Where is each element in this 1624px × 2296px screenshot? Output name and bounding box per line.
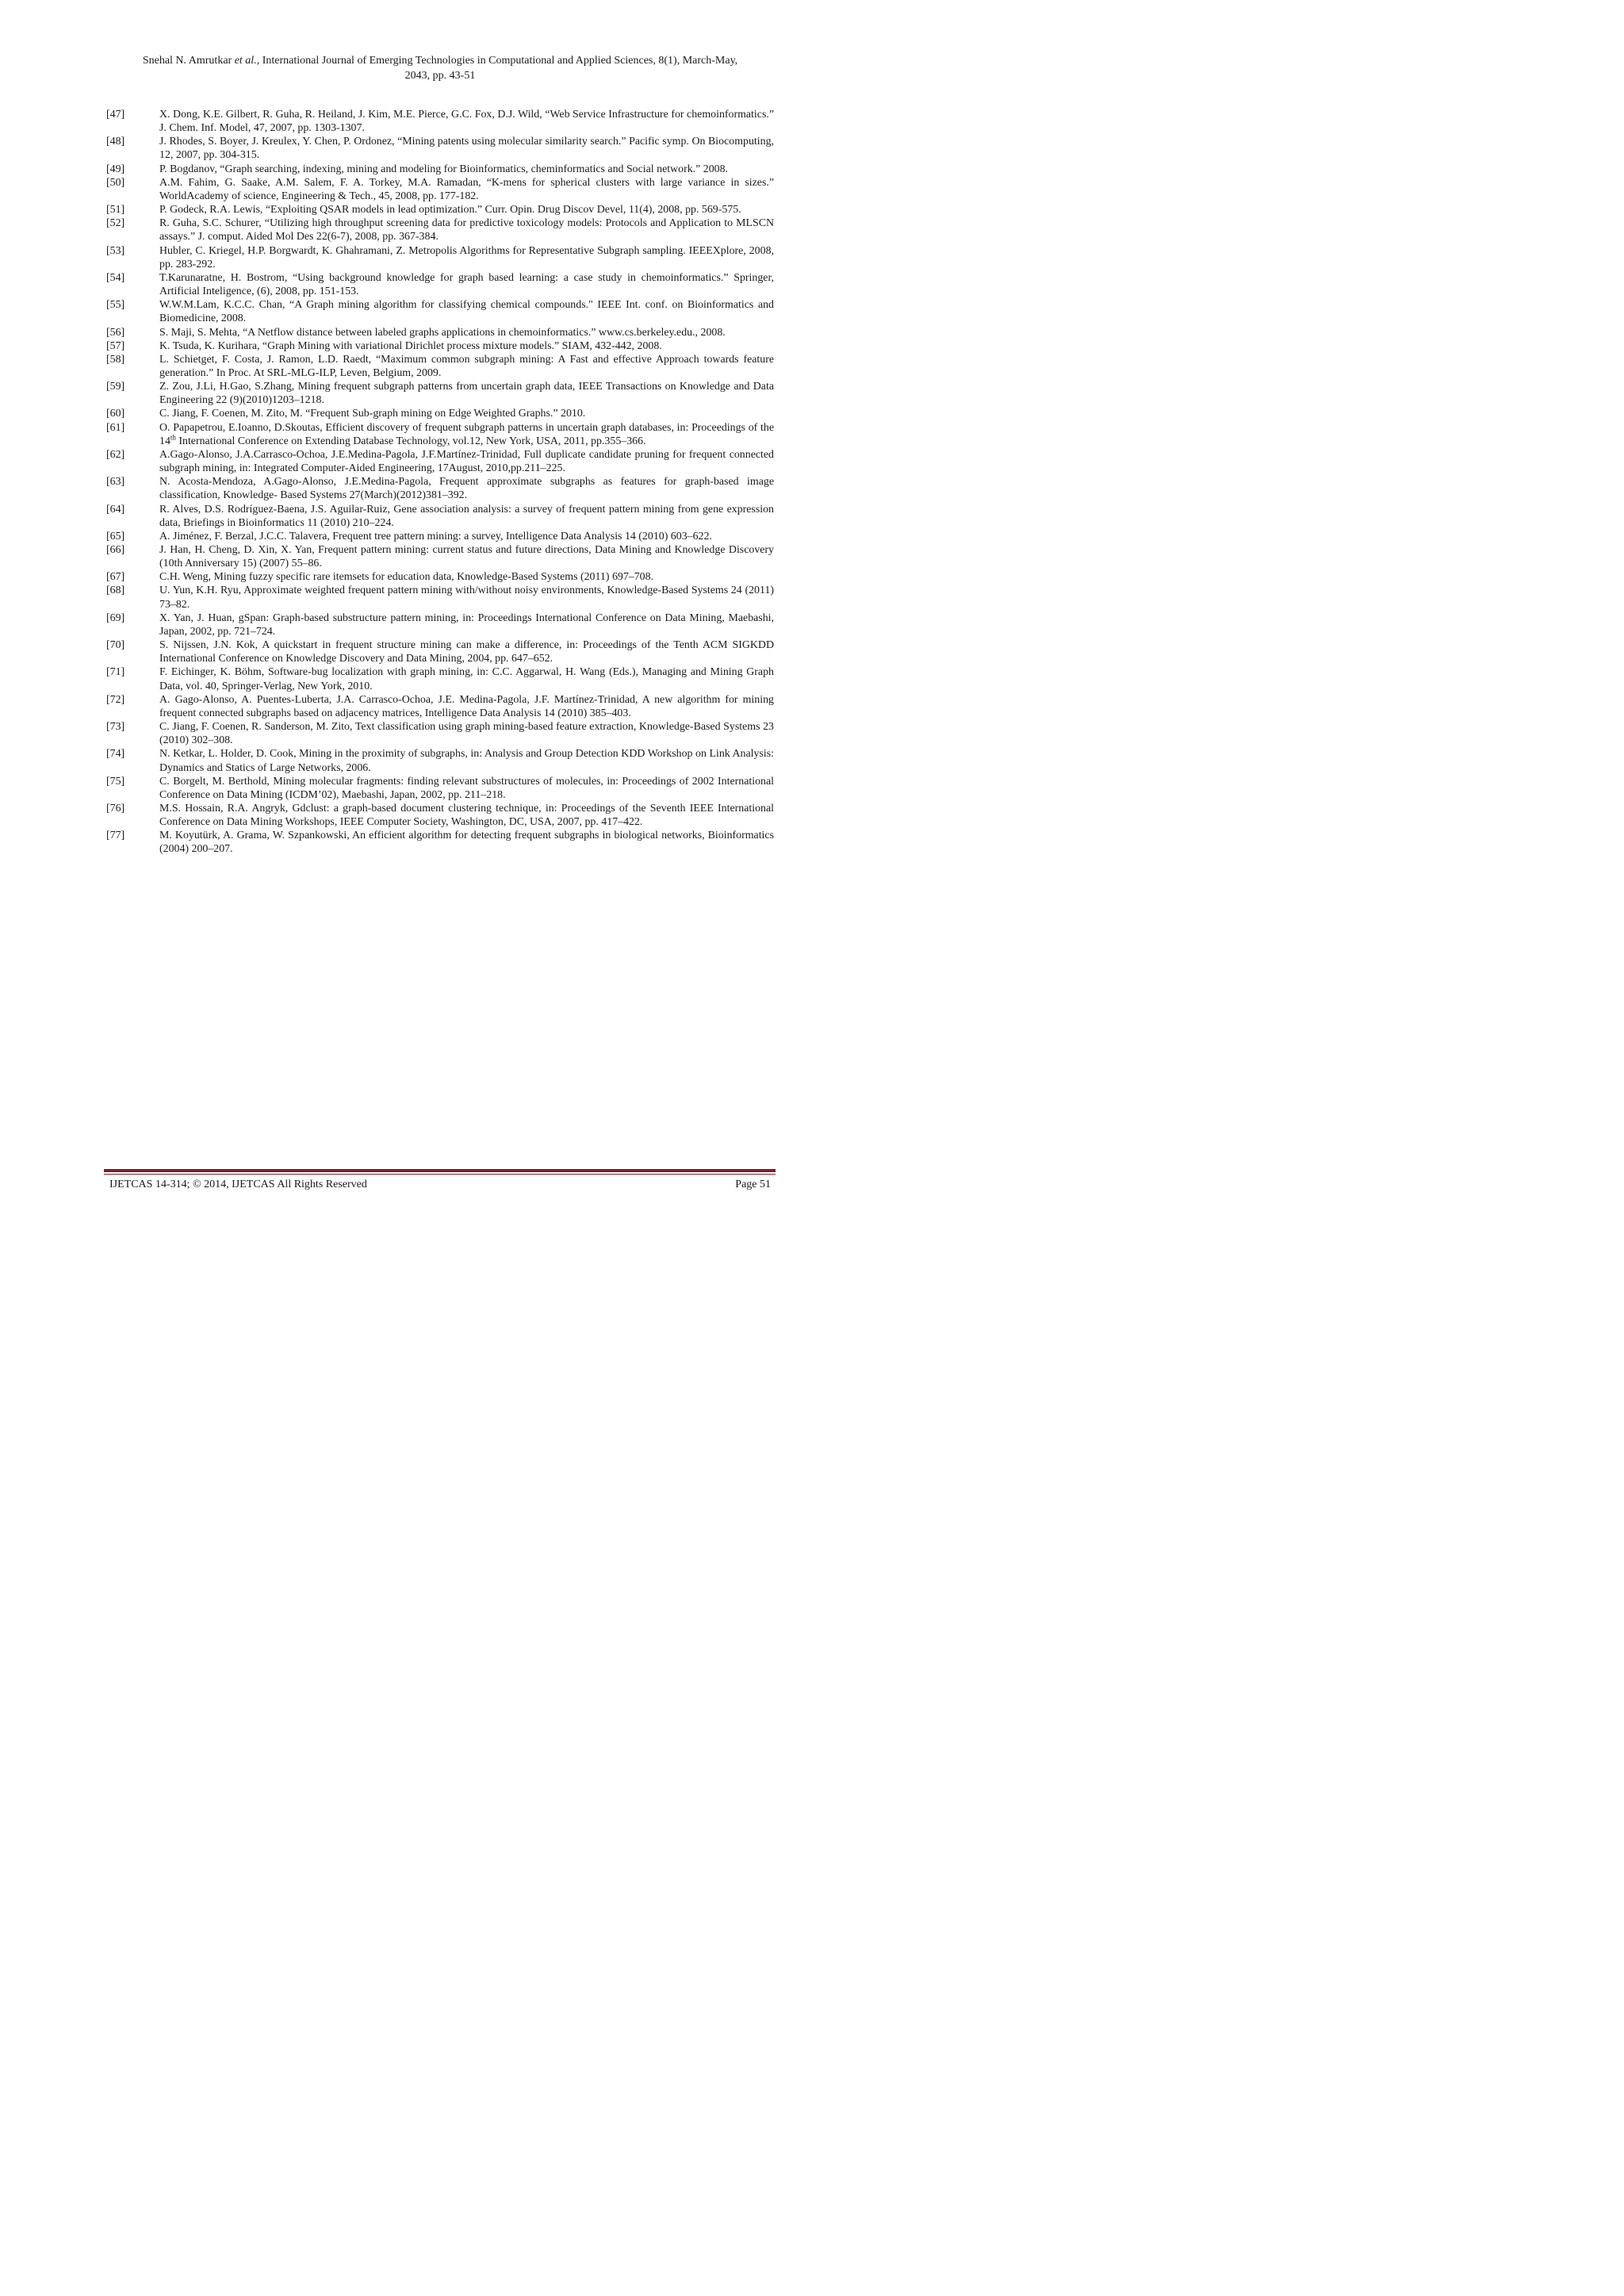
reference-item bbox=[106, 217, 774, 243]
reference-item bbox=[106, 135, 774, 162]
reference-number: [60] bbox=[106, 408, 125, 420]
reference-number: [55] bbox=[106, 299, 125, 312]
reference-text: C. Jiang, F. Coenen, R. Sanderson, M. Zito, Text classification using graph mining-based feature extraction, Knowledge-Based Systems 23 (2010) 302–308. bbox=[159, 721, 774, 747]
reference-item bbox=[106, 203, 774, 217]
reference-item bbox=[106, 747, 774, 774]
reference-number: [70] bbox=[106, 639, 125, 652]
reference-text: A.M. Fahim, G. Saake, A.M. Salem, F. A. Torkey, M.A. Ramadan, “K-mens for spherical clusters with large variance in sizes.” WorldAcademy of science, Engineering & Tech., 45, 2008, pp. 177-182. bbox=[159, 176, 774, 202]
reference-superscript: th bbox=[170, 433, 176, 442]
reference-number: [76] bbox=[106, 802, 125, 815]
reference-text: L. Schietget, F. Costa, J. Ramon, L.D. Raedt, “Maximum common subgraph mining: A Fast and effective Approach towards feature generation.” In Proc. At SRL-MLG-ILP, Leven, Belgium, 2009. bbox=[159, 353, 774, 379]
reference-item bbox=[106, 421, 774, 448]
reference-item bbox=[106, 298, 774, 325]
reference-number: [47] bbox=[106, 109, 125, 121]
header-etal: et al., bbox=[234, 55, 260, 67]
reference-item bbox=[106, 638, 774, 665]
reference-item bbox=[106, 611, 774, 638]
reference-number: [67] bbox=[106, 571, 125, 584]
reference-item bbox=[106, 543, 774, 570]
reference-text: Hubler, C. Kriegel, H.P. Borgwardt, K. Ghahramani, Z. Metropolis Algorithms for Representative Subgraph sampling. IEEEXplore, 2008, pp. 283-292. bbox=[159, 244, 774, 270]
header-line-2: 2043, pp. 43-51 bbox=[404, 70, 476, 82]
reference-list bbox=[106, 108, 774, 857]
reference-item bbox=[106, 475, 774, 502]
reference-item bbox=[106, 530, 774, 543]
reference-item bbox=[106, 407, 774, 420]
reference-text: X. Yan, J. Huan, gSpan: Graph-based substructure pattern mining, in: Proceedings International Conference on Data Mining, Maebashi, Japan, 2002, pp. 721–724. bbox=[159, 611, 774, 638]
reference-text-part: O. Papapetrou, E.Ioanno, D.Skoutas, Efficient discovery of frequent subgraph patterns in uncertain graph databases, in: Proceedings of the 14 bbox=[159, 421, 774, 447]
reference-number: [57] bbox=[106, 339, 125, 352]
reference-text bbox=[159, 421, 774, 448]
reference-text: R. Guha, S.C. Schurer, “Utilizing high throughput screening data for predictive toxicology models: Protocols and Application to MLSCN assays.” J. comput. Aided Mol Des 22(6-7), 2008, pp. 367-384. bbox=[159, 217, 774, 243]
reference-text: M. Koyutürk, A. Grama, W. Szpankowski, An efficient algorithm for detecting frequent subgraphs in biological networks, Bioinformatics (2004) 200–207. bbox=[159, 830, 774, 856]
reference-number: [61] bbox=[106, 421, 125, 434]
reference-text: R. Alves, D.S. Rodríguez-Baena, J.S. Aguilar-Ruiz, Gene association analysis: a survey of frequent pattern mining from gene expression data, Briefings in Bioinformatics 11 (2010) 210–224. bbox=[159, 503, 774, 529]
reference-text: A. Gago-Alonso, A. Puentes-Luberta, J.A. Carrasco-Ochoa, J.E. Medina-Pagola, J.F. Martínez-Trinidad, A new algorithm for mining frequent connected subgraphs based on adjacency matrices, Intelligence Data Analysis 14 (2010) 385–403. bbox=[159, 693, 774, 719]
reference-text: X. Dong, K.E. Gilbert, R. Guha, R. Heiland, J. Kim, M.E. Pierce, G.C. Fox, D.J. Wild, “Web Service Infrastructure for chemoinformatics.” J. Chem. Inf. Model, 47, 2007, pp. 1303-1307. bbox=[159, 109, 774, 135]
reference-text: M.S. Hossain, R.A. Angryk, Gdclust: a graph-based document clustering technique, in: Proceedings of the Seventh IEEE International Conference on Data Mining Workshops, IEEE Computer Society, Washington, DC, USA, 2007, pp. 417–422. bbox=[159, 802, 774, 829]
footer-rule-thick bbox=[104, 1169, 776, 1172]
reference-number: [51] bbox=[106, 204, 125, 217]
reference-item bbox=[106, 775, 774, 802]
page-number: Page 51 bbox=[735, 1179, 771, 1190]
footer-copyright: IJETCAS 14-314; © 2014, IJETCAS All Rights Reserved bbox=[109, 1179, 367, 1190]
reference-item bbox=[106, 163, 774, 176]
reference-text: J. Rhodes, S. Boyer, J. Kreulex, Y. Chen, P. Ordonez, “Mining patents using molecular similarity search.” Pacific symp. On Biocomputing, 12, 2007, pp. 304-315. bbox=[159, 136, 774, 162]
reference-item bbox=[106, 380, 774, 407]
reference-number: [77] bbox=[106, 830, 125, 842]
reference-number: [71] bbox=[106, 666, 125, 679]
reference-number: [73] bbox=[106, 721, 125, 734]
reference-number: [54] bbox=[106, 271, 125, 284]
reference-item bbox=[106, 271, 774, 298]
reference-text: C.H. Weng, Mining fuzzy specific rare itemsets for education data, Knowledge-Based Systems (2011) 697–708. bbox=[159, 571, 654, 584]
reference-item bbox=[106, 829, 774, 856]
reference-number: [58] bbox=[106, 353, 125, 366]
reference-text: K. Tsuda, K. Kurihara, “Graph Mining with variational Dirichlet process mixture models.” SIAM, 432-442, 2008. bbox=[159, 339, 662, 352]
reference-text: T.Karunaratne, H. Bostrom, “Using background knowledge for graph based learning: a case study in chemoinformatics.” Springer, Artificial Inteligence, (6), 2008, pp. 151-153. bbox=[159, 271, 774, 298]
reference-number: [66] bbox=[106, 544, 125, 556]
reference-number: [62] bbox=[106, 448, 125, 461]
page-footer bbox=[109, 1178, 771, 1192]
reference-number: [53] bbox=[106, 244, 125, 257]
reference-number: [68] bbox=[106, 585, 125, 597]
reference-item bbox=[106, 326, 774, 339]
reference-text: U. Yun, K.H. Ryu, Approximate weighted frequent pattern mining with/without noisy environments, Knowledge-Based Systems 24 (2011) 73–82. bbox=[159, 585, 774, 611]
reference-number: [74] bbox=[106, 748, 125, 761]
reference-text: A.Gago-Alonso, J.A.Carrasco-Ochoa, J.E.Medina-Pagola, J.F.Martínez-Trinidad, Full duplicate candidate pruning for frequent connected subgraph mining, in: Integrated Computer-Aided Engineering, 17August, 2010,pp.211–225. bbox=[159, 448, 774, 475]
reference-number: [72] bbox=[106, 693, 125, 706]
reference-item bbox=[106, 584, 774, 611]
reference-item bbox=[106, 693, 774, 720]
reference-text: P. Godeck, R.A. Lewis, “Exploiting QSAR models in lead optimization.” Curr. Opin. Drug Discov Devel, 11(4), 2008, pp. 569-575. bbox=[159, 204, 741, 217]
reference-text-part: International Conference on Extending Database Technology, vol.12, New York, USA, 2011, pp.355–366. bbox=[175, 435, 646, 447]
reference-text: F. Eichinger, K. Böhm, Software-bug localization with graph mining, in: C.C. Aggarwal, H. Wang (Eds.), Managing and Mining Graph Data, vol. 40, Springer-Verlag, New York, 2010. bbox=[159, 666, 774, 692]
reference-item bbox=[106, 570, 774, 584]
reference-number: [75] bbox=[106, 775, 125, 788]
header-line-1 bbox=[95, 53, 785, 68]
reference-number: [65] bbox=[106, 530, 125, 542]
reference-item bbox=[106, 339, 774, 353]
reference-item bbox=[106, 503, 774, 530]
footer-rule-thin bbox=[104, 1174, 776, 1175]
header-authors: Snehal N. Amrutkar bbox=[142, 55, 232, 67]
reference-item bbox=[106, 665, 774, 692]
reference-text: S. Nijssen, J.N. Kok, A quickstart in frequent structure mining can make a difference, in: Proceedings of the Tenth ACM SIGKDD International Conference on Knowledge Discovery and Data Mining, 2004, pp. 647–652. bbox=[159, 639, 774, 665]
reference-text: S. Maji, S. Mehta, “A Netflow distance between labeled graphs applications in chemoinformatics.” www.cs.berkeley.edu., 2008. bbox=[159, 326, 726, 339]
reference-item bbox=[106, 353, 774, 380]
footer-rule bbox=[104, 1169, 776, 1175]
reference-item bbox=[106, 244, 774, 271]
reference-item bbox=[106, 802, 774, 829]
reference-text: N. Acosta-Mendoza, A.Gago-Alonso, J.E.Medina-Pagola, Frequent approximate subgraphs as features for graph-based image classification, Knowledge- Based Systems 27(March)(2012)381–392. bbox=[159, 476, 774, 502]
reference-item bbox=[106, 448, 774, 475]
running-header bbox=[95, 53, 785, 83]
reference-text: J. Han, H. Cheng, D. Xin, X. Yan, Frequent pattern mining: current status and future directions, Data Mining and Knowledge Discovery (10th Anniversary 15) (2007) 55–86. bbox=[159, 544, 774, 570]
reference-number: [59] bbox=[106, 381, 125, 393]
reference-text: C. Borgelt, M. Berthold, Mining molecular fragments: finding relevant substructures of molecules, in: Proceedings of 2002 International Conference on Data Mining (ICDM’02), Maebashi, Japan, 2002, pp. 211–218. bbox=[159, 775, 774, 801]
reference-text: W.W.M.Lam, K.C.C. Chan, “A Graph mining algorithm for classifying chemical compounds." IEEE Int. conf. on Bioinformatics and Biomedicine, 2008. bbox=[159, 299, 774, 325]
reference-text: N. Ketkar, L. Holder, D. Cook, Mining in the proximity of subgraphs, in: Analysis and Group Detection KDD Workshop on Link Analysis: Dynamics and Statics of Large Networks, 2006. bbox=[159, 748, 774, 774]
reference-number: [69] bbox=[106, 611, 125, 624]
reference-number: [48] bbox=[106, 136, 125, 148]
reference-text: Z. Zou, J.Li, H.Gao, S.Zhang, Mining frequent subgraph patterns from uncertain graph data, IEEE Transactions on Knowledge and Data Engineering 22 (9)(2010)1203–1218. bbox=[159, 381, 774, 407]
reference-number: [50] bbox=[106, 176, 125, 189]
reference-text: A. Jiménez, F. Berzal, J.C.C. Talavera, Frequent tree pattern mining: a survey, Intelligence Data Analysis 14 (2010) 603–622. bbox=[159, 530, 712, 542]
reference-item bbox=[106, 108, 774, 135]
reference-number: [56] bbox=[106, 326, 125, 339]
reference-number: [63] bbox=[106, 476, 125, 489]
reference-text: C. Jiang, F. Coenen, M. Zito, M. “Frequent Sub-graph mining on Edge Weighted Graphs.” 2010. bbox=[159, 408, 586, 420]
reference-number: [49] bbox=[106, 163, 125, 175]
reference-number: [64] bbox=[106, 503, 125, 516]
header-journal: International Journal of Emerging Technologies in Computational and Applied Sciences, 8(1), March-May, bbox=[262, 55, 738, 67]
reference-number: [52] bbox=[106, 217, 125, 230]
reference-item bbox=[106, 720, 774, 747]
reference-item bbox=[106, 176, 774, 203]
reference-text: P. Bogdanov, “Graph searching, indexing, mining and modeling for Bioinformatics, cheminformatics and Social network.” 2008. bbox=[159, 163, 729, 175]
